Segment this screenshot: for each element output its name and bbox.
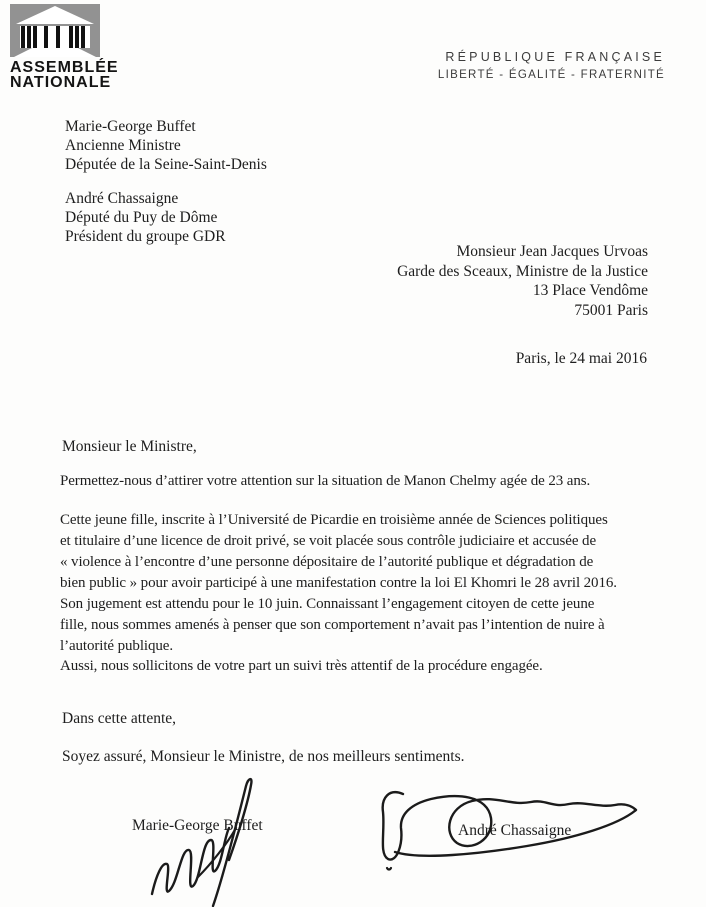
paragraph-intro — [60, 471, 590, 492]
republique-line: RÉPUBLIQUE FRANÇAISE — [445, 50, 665, 64]
sender-title: Députée de la Seine-Saint-Denis — [65, 156, 267, 173]
recipient-title: Garde des Sceaux, Ministre de la Justice — [397, 262, 648, 280]
paragraph-line: Cette jeune fille, inscrite à l’Université de Picardie en troisième année de Sciences politiques — [60, 512, 608, 528]
recipient-street: 13 Place Vendôme — [532, 282, 648, 299]
sender-title: Député du Puy de Dôme — [65, 209, 218, 226]
paragraph-line: et titulaire d’une licence de droit privé, se voit placée sous contrôle judiciaire et accusée de — [60, 533, 596, 549]
recipient-name: Monsieur Jean Jacques Urvoas — [456, 243, 648, 260]
logo-text-line1: ASSEMBLÉE — [10, 59, 119, 76]
sender-block-chassaigne — [65, 189, 226, 246]
paragraph-line: l’autorité publique. — [60, 638, 173, 654]
printed-name-chassaigne: André Chassaigne — [458, 822, 572, 839]
paragraph-line: Permettez-nous d’attirer votre attention sur la situation de Manon Chelmy agée de 23 ans. — [60, 473, 591, 489]
paragraph-case-details — [60, 510, 617, 657]
recipient-block — [397, 242, 648, 320]
assemblee-nationale-logo — [10, 4, 119, 90]
paragraph-line: Son jugement est attendu pour le 10 juin. Connaissant l’engagement citoyen de cette jeune — [60, 596, 595, 612]
printed-name-buffet: Marie-George Buffet — [132, 817, 263, 834]
signature-buffet-icon — [138, 770, 268, 907]
paragraph-line: bien public » pour avoir participé à une manifestation contre la loi El Khomri le 28 avril 2016. — [60, 575, 617, 591]
republique-francaise-mark — [438, 50, 665, 81]
closing-formula: Dans cette attente, — [62, 710, 177, 727]
paragraph-line: fille, nous sommes amenés à penser que son comportement n’avait pas l’intention de nuire à — [60, 617, 605, 633]
sender-title: Ancienne Ministre — [65, 137, 181, 154]
paragraph-line: Aussi, nous sollicitons de votre part un suivi très attentif de la procédure engagée. — [60, 658, 543, 674]
sender-name: André Chassaigne — [65, 190, 179, 207]
sender-title: Président du groupe GDR — [65, 228, 226, 245]
logo-text-line2: NATIONALE — [10, 74, 112, 91]
paragraph-line: « violence à l’encontre d’une personne dépositaire de l’autorité publique et dégradation de — [60, 554, 594, 570]
sender-block-buffet — [65, 117, 267, 174]
salutation: Monsieur le Ministre, — [62, 438, 197, 455]
devise-line: LIBERTÉ - ÉGALITÉ - FRATERNITÉ — [437, 69, 665, 81]
date-line: Paris, le 24 mai 2016 — [515, 350, 647, 367]
recipient-city: 75001 Paris — [574, 301, 648, 319]
sender-name: Marie-George Buffet — [65, 118, 196, 135]
palais-bourbon-icon — [10, 4, 100, 57]
paragraph-request — [60, 656, 543, 677]
closing-formula: Soyez assuré, Monsieur le Ministre, de nos meilleurs sentiments. — [62, 748, 465, 765]
